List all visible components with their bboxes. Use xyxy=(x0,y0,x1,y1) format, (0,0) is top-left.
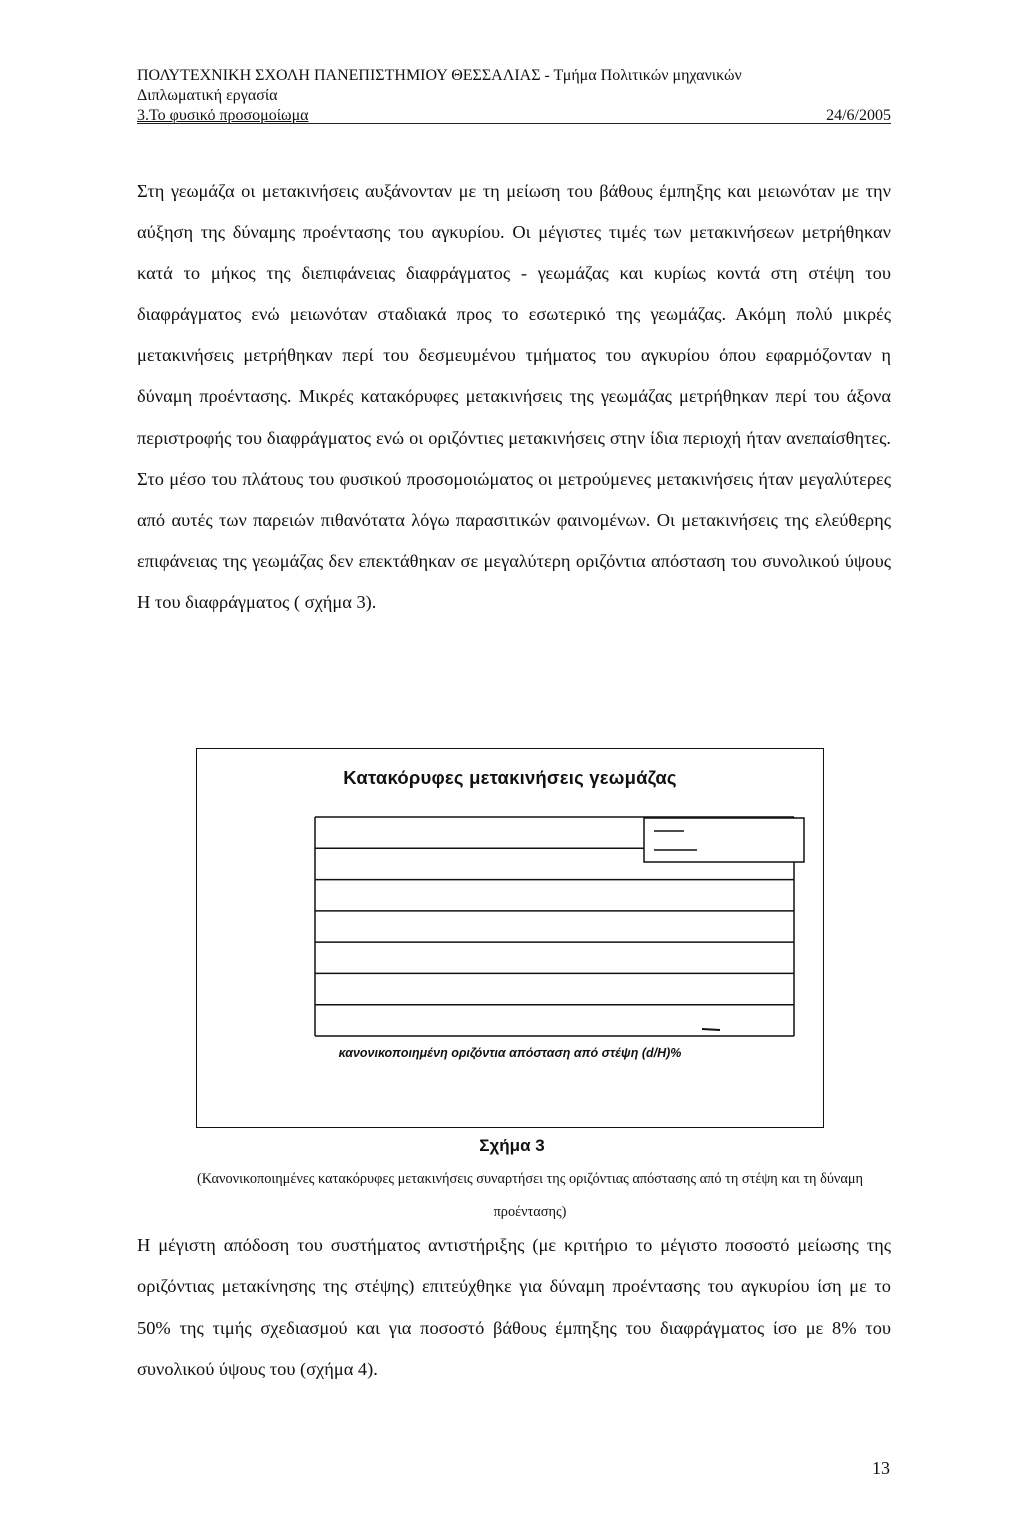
figure-3-chart xyxy=(196,748,824,1128)
body-paragraph-2: Η μέγιστη απόδοση του συστήματος αντιστήριξης (με κριτήριο το μέγιστο ποσοστό μείωσης της οριζόντιας μετακίνησης της στέψης) επιτεύχθηκε για δύναμη προέντασης του αγκυρίου ίση με το 50% της τιμής σχεδιασμού και για ποσοστό βάθους έμπηξης του διαφράγματος ίσο με 8% του συνολικού ύψους του (σχήμα 4). xyxy=(137,1235,891,1379)
chart-legend-box xyxy=(644,818,804,862)
chart-title: Κατακόρυφες μετακινήσεις γεωμάζας xyxy=(343,767,677,788)
figure-caption-text: (Κανονικοποιημένες κατακόρυφες μετακινήσεις συναρτήσει της οριζόντιας απόστασης από τη στέψη και τη δύναμη προέντασης) xyxy=(196,1171,864,1220)
header-section: 3.Το φυσικό προσομοίωμα xyxy=(137,107,309,124)
chart-plot-area xyxy=(197,749,825,1129)
header-institution: ΠΟΛΥΤΕΧΝΙΚΗ ΣΧΟΛΗ ΠΑΝΕΠΙΣΤΗΜΙΟΥ ΘΕΣΣΑΛΙΑΣ - Τμήμα Πολιτικών μηχανικών xyxy=(137,67,742,84)
chart-x-axis-label: κανονικοποιημένη οριζόντια απόσταση από στέψη (d/H)% xyxy=(338,1046,682,1060)
header-date: 24/6/2005 xyxy=(826,107,891,124)
body-paragraph-1: Στη γεωμάζα οι μετακινήσεις αυξάνονταν με τη μείωση του βάθους έμπηξης και μειωνόταν με την αύξηση της δύναμης προέντασης του αγκυρίου. Οι μέγιστες τιμές των μετακινήσεων μετρήθηκαν κατά το μήκος της διεπιφάνειας διαφράγματος - γεωμάζας και κυρίως κοντά στη στέψη του διαφράγματος ενώ μειωνόταν σταδιακά προς το εσωτερικό της γεωμάζας. Ακόμη πολύ μικρές μετακινήσεις μετρήθηκαν περί του δεσμευμένου τμήματος του αγκυρίου όπου εφαρμόζονταν η δύναμη προέντασης. Μικρές κατακόρυφες μετακινήσεις της γεωμάζας μετρήθηκαν περί του άξονα περιστροφής του διαφράγματος ενώ οι οριζόντιες μετακινήσεις στην ίδια περιοχή ήταν ανεπαίσθητες. Στο μέσο του πλάτους του φυσικού προσομοιώματος οι μετρούμενες μετακινήσεις ήταν μεγαλύτερες από αυτές των παρειών πιθανότατα λόγω παρασιτικών φαινομένων. Οι μετακινήσεις της ελεύθερης επιφάνειας της γεωμάζας δεν επεκτάθηκαν σε μεγαλύτερη οριζόντια απόσταση του συνολικού ύψους Η του διαφράγματος ( σχήμα 3). xyxy=(137,181,891,612)
running-header xyxy=(137,66,891,126)
header-document-type: Διπλωματική εργασία xyxy=(137,87,278,104)
header-rule xyxy=(137,123,891,124)
figure-caption-title: Σχήμα 3 xyxy=(479,1136,545,1155)
page-number: 13 xyxy=(872,1458,890,1478)
chart-data-trace xyxy=(702,1029,720,1030)
